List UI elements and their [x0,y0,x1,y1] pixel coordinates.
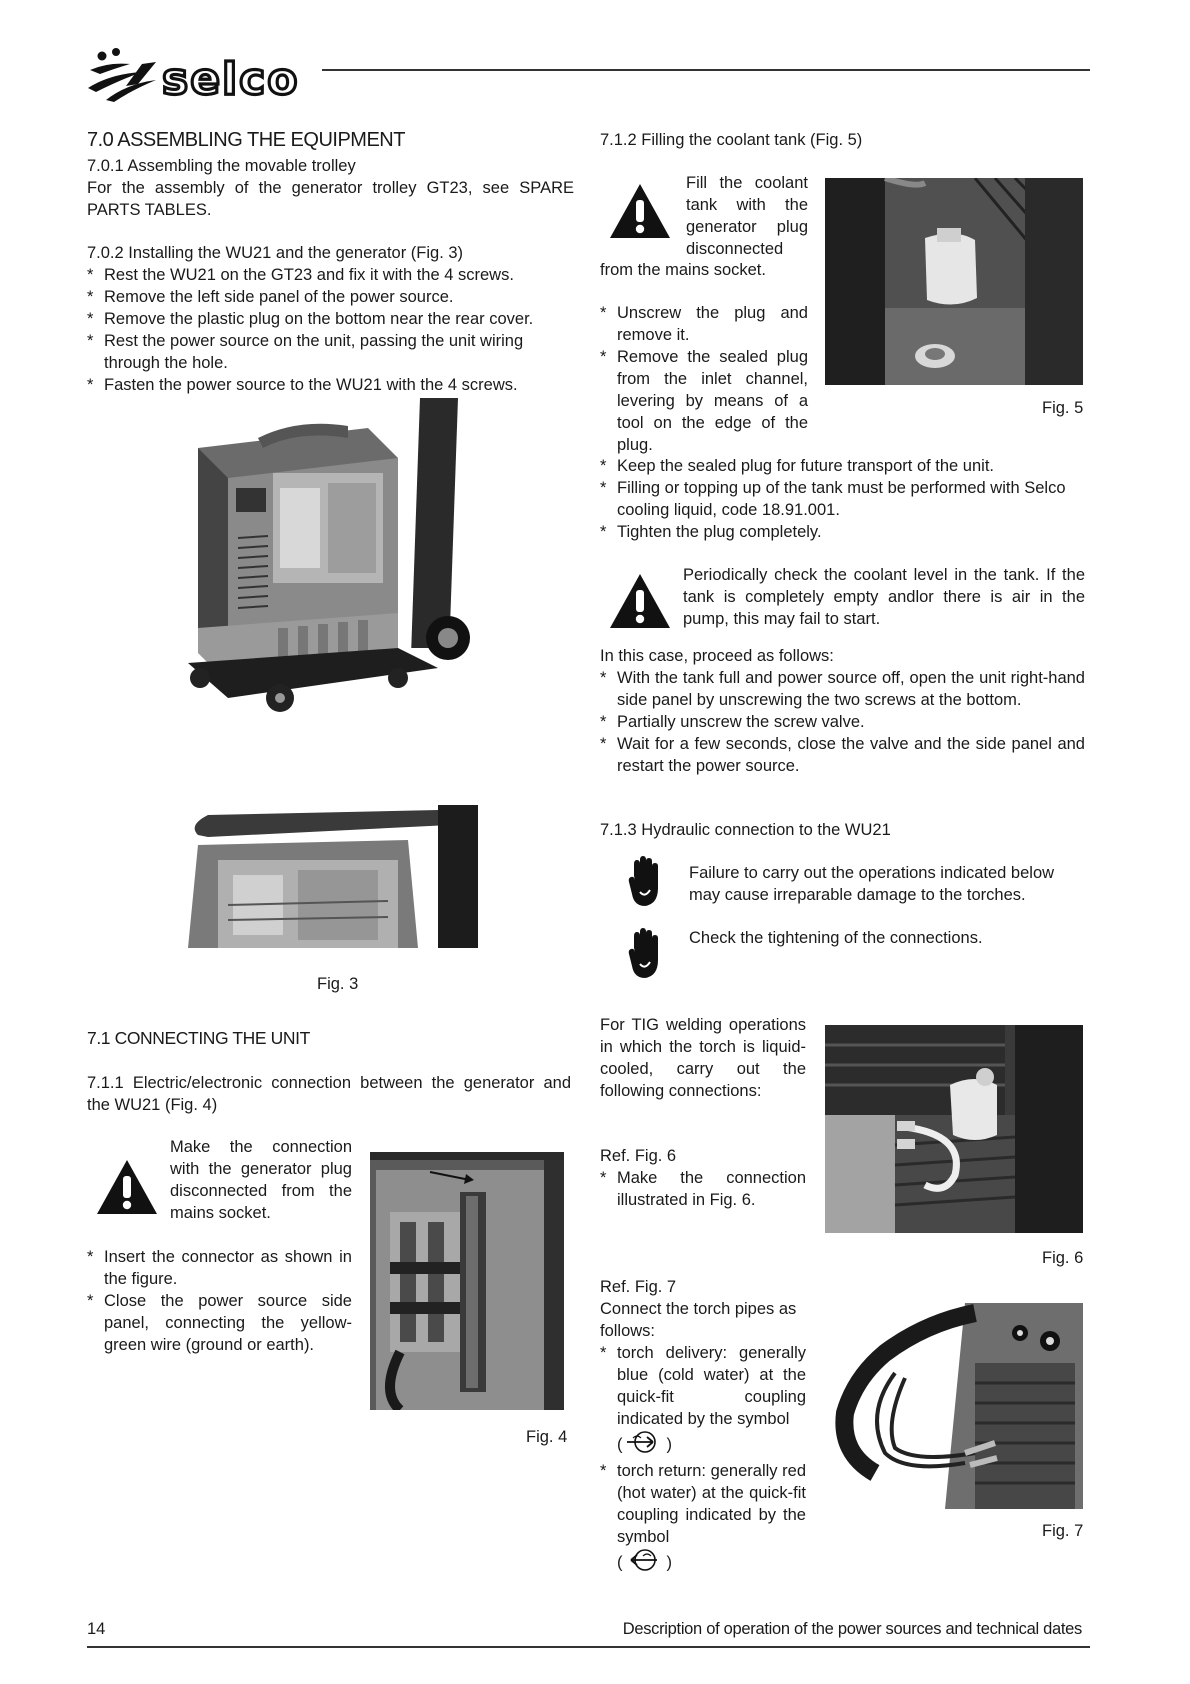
fig7-caption: Fig. 7 [1042,1522,1084,1540]
selco-logo-mark-icon [86,44,308,102]
paren-close: ) [666,1553,672,1572]
footer-rule [87,1646,1090,1648]
footer-title: Description of operation of the power sources and technical dates [622,1620,1082,1638]
connection-warning-text: Make the connection with the generator plug disconnected from the mains socket. [170,1138,352,1222]
fill-warning-tail: from the mains socket. [600,261,766,279]
subsection-title-trolley: 7.0.1 Assembling the movable trolley [87,157,356,175]
paren-open: ( [617,1553,623,1572]
fig6-caption: Fig. 6 [1042,1249,1084,1267]
subsection-title-hydraulic: 7.1.3 Hydraulic connection to the WU21 [600,821,891,839]
list-item: * Partially unscrew the screw valve. [600,711,1085,733]
filling-steps-wide [600,455,1085,543]
filling-steps-narrow [600,302,808,456]
selco-logo [86,44,308,102]
electric-connection-steps [87,1246,352,1356]
list-item: * Fasten the power source to the WU21 with the 4 screws. [87,374,574,396]
list-item: * Close the power source side panel, connecting the yellow-green wire (ground or earth). [87,1290,352,1356]
list-item [600,1460,806,1578]
fill-warning-text: Fill the coolant tank with the generator plug disconnected [686,174,808,258]
list-item: * Rest the WU21 on the GT23 and fix it with the 4 screws. [87,264,574,286]
list-item: * With the tank full and power source off, open the unit right-hand side panel by unscrewing the two screws at the bottom. [600,667,1085,711]
list-item: * Rest the power source on the unit, passing the unit wiring through the hole. [87,330,574,374]
subsection-title-filling: 7.1.2 Filling the coolant tank (Fig. 5) [600,131,863,149]
hand-stop-icon [628,928,662,980]
torch-return-text: torch return: generally red (hot water) at the quick-fit coupling indicated by the symbol [617,1462,806,1546]
quick-fit-delivery-symbol-icon [623,1430,667,1460]
trolley-text: For the assembly of the generator trolley GT23, see SPARE PARTS TABLES. [87,179,574,219]
header-rule [322,69,1090,71]
coolant-level-warning-text: Periodically check the coolant level in the tank. If the tank is completely empty andlor there is air in the pump, this may fail to start. [683,566,1085,628]
warning-icon [608,572,672,630]
warning-icon [608,182,672,240]
electric-connection-text: 7.1.1 Electric/electronic connection between the generator and the WU21 (Fig. 4) [87,1074,571,1114]
torch-delivery-text: torch delivery: generally blue (cold water) at the quick-fit coupling indicated by the symbol [617,1344,806,1428]
paren-close: ) [666,1435,672,1454]
list-item: * Remove the left side panel of the power source. [87,286,574,308]
list-item: * Insert the connector as shown in the figure. [87,1246,352,1290]
ref-fig7-intro: Connect the torch pipes as follows: [600,1300,797,1340]
fig3-photo-trolley-detail [188,805,488,948]
list-item: * Remove the plastic plug on the bottom near the rear cover. [87,308,574,330]
svg-text:selco: selco [162,54,300,102]
ref-fig7-label: Ref. Fig. 7 [600,1278,677,1296]
section-title-connecting: 7.1 CONNECTING THE UNIT [87,1028,310,1048]
case-intro-text: In this case, proceed as follows: [600,647,834,665]
case-steps [600,667,1085,777]
subsection-title-installing: 7.0.2 Installing the WU21 and the generator (Fig. 3) [87,244,464,262]
list-item: * Tighten the plug completely. [600,521,1085,543]
fig4-photo-connector [370,1152,564,1410]
list-item: * Make the connection illustrated in Fig. 6. [600,1167,806,1211]
torch-pipes-steps [600,1342,806,1578]
warning-icon [95,1158,159,1216]
quick-fit-return-symbol-icon [623,1548,667,1578]
fig6-photo-hydraulic-connection [825,1025,1083,1233]
hand-stop-icon [628,856,662,908]
section-title-assembling: 7.0 ASSEMBLING THE EQUIPMENT [87,129,405,151]
fig4-caption: Fig. 4 [526,1428,568,1446]
ref-fig6-label: Ref. Fig. 6 [600,1147,677,1165]
torch-damage-warning-text: Failure to carry out the operations indicated below may cause irreparable damage to the torches. [689,864,1055,904]
fig7-photo-torch-pipes [825,1303,1083,1509]
list-item: * Wait for a few seconds, close the valve and the side panel and restart the power source. [600,733,1085,777]
list-item: * Keep the sealed plug for future transport of the unit. [600,455,1085,477]
fig3-caption: Fig. 3 [317,975,359,993]
tig-intro-text: For TIG welding operations in which the torch is liquid-cooled, carry out the following connections: [600,1016,806,1100]
fig5-photo-coolant-tank [825,178,1083,385]
fig3-photo-generator-on-trolley [188,398,488,770]
list-item: * Unscrew the plug and remove it. [600,302,808,346]
paren-open: ( [617,1435,623,1454]
ref-fig6-steps [600,1167,806,1211]
fig5-caption: Fig. 5 [1042,399,1084,417]
installing-steps [87,264,574,396]
tightening-warning-text: Check the tightening of the connections. [689,929,983,947]
list-item [600,1342,806,1460]
page-number: 14 [87,1620,106,1638]
list-item: * Remove the sealed plug from the inlet channel, levering by means of a tool on the edge of the plug. [600,346,808,456]
list-item: * Filling or topping up of the tank must be performed with Selco cooling liquid, code 18.91.001. [600,477,1085,521]
